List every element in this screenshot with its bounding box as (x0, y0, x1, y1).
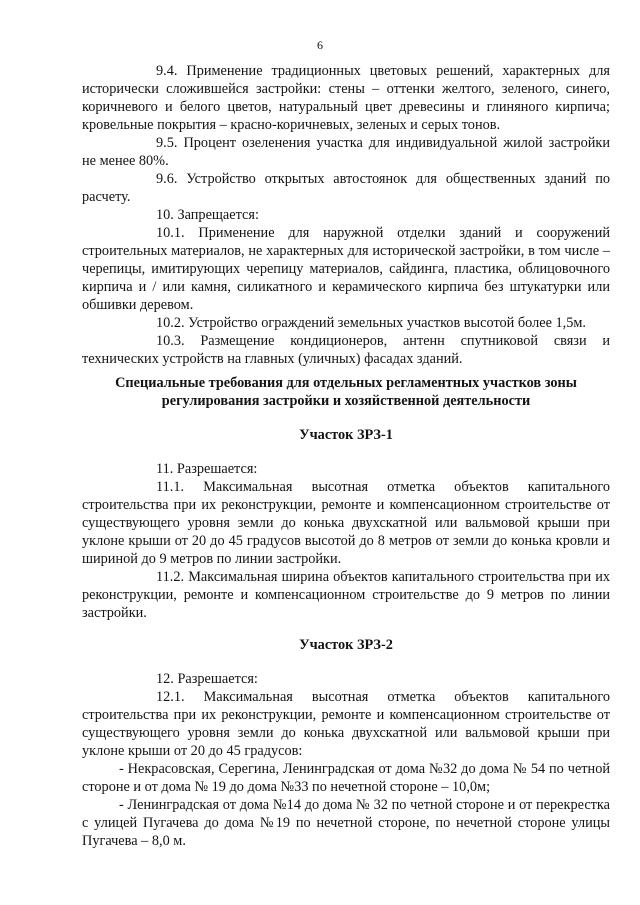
zone-1 (82, 426, 610, 444)
zone-2-body (82, 670, 610, 850)
clause-10-1: 10.1. Применение для наружной отделки зданий и сооружений строительных материалов, не характерных для исторической застройки, в том числе – черепицы, имитирующих черепицу материалов, сайдинга, пластика, облицовочного кирпича и / или камня, силикатного и керамического кирпича без штукатурки или обшивки деревом. (82, 225, 611, 313)
clause-11-2: 11.2. Максимальная ширина объектов капитального строительства при их реконструкции, ремонте и компенсационном строительстве до 9 метров по линии застройки. (82, 569, 610, 621)
zone-1-heading: Участок ЗРЗ-1 (299, 427, 393, 443)
document-body (82, 62, 610, 368)
zone-2-heading: Участок ЗРЗ-2 (299, 637, 393, 653)
clause-10-3: 10.3. Размещение кондиционеров, антенн спутниковой связи и технических устройств на главных (уличных) фасадах зданий. (82, 333, 610, 367)
clause-12-1: 12.1. Максимальная высотная отметка объектов капитального строительства при их реконструкции, ремонте и компенсационном строительстве от существующего уровня земли до конька двухскатной или вальмовой крыши при уклоне крыши от 20 до 45 градусов: (82, 689, 610, 759)
clause-12: 12. Разрешается: (156, 671, 258, 687)
special-section (82, 374, 610, 410)
zone-2 (82, 636, 610, 654)
clause-9-4: 9.4. Применение традиционных цветовых решений, характерных для исторически сложившейся застройки: стены – оттенки желтого, зеленого, синего, коричневого и белого цветов, натуральный цвет древесины и глиняного кирпича; кровельные покрытия – красно-коричневых, зеленых и серых тонов. (82, 63, 610, 133)
clause-11: 11. Разрешается: (156, 461, 258, 477)
street-list-2: - Ленинградская от дома №14 до дома № 32 по четной стороне и от перекрестка с улицей Пугачева до дома №19 по нечетной стороне, по нечетной стороне улицы Пугачева – 8,0 м. (82, 797, 610, 849)
clause-10: 10. Запрещается: (156, 207, 259, 223)
clause-10-2: 10.2. Устройство ограждений земельных участков высотой более 1,5м. (156, 315, 587, 331)
clause-11-1: 11.1. Максимальная высотная отметка объектов капитального строительства при их реконструкции, ремонте и компенсационном строительстве от существующего уровня земли до конька двухскатной или вальмовой крыши при уклоне крыши от 20 до 45 градусов высотой до 8 метров от земли до конька кровли и шириной до 9 метров по линии застройки. (82, 479, 610, 567)
street-list-1: - Некрасовская, Серегина, Ленинградская от дома №32 до дома № 54 по четной стороне и от дома № 19 до дома №33 по нечетной стороне – 10,0м; (82, 761, 610, 795)
clause-9-5: 9.5. Процент озеленения участка для индивидуальной жилой застройки не менее 80%. (82, 135, 610, 169)
page-number: 6 (317, 38, 323, 52)
section-heading: Специальные требования для отдельных регламентных участков зоны регулирования застройки и хозяйственной деятельности (115, 375, 577, 409)
clause-9-6: 9.6. Устройство открытых автостоянок для общественных зданий по расчету. (82, 171, 610, 205)
zone-1-body (82, 460, 610, 622)
